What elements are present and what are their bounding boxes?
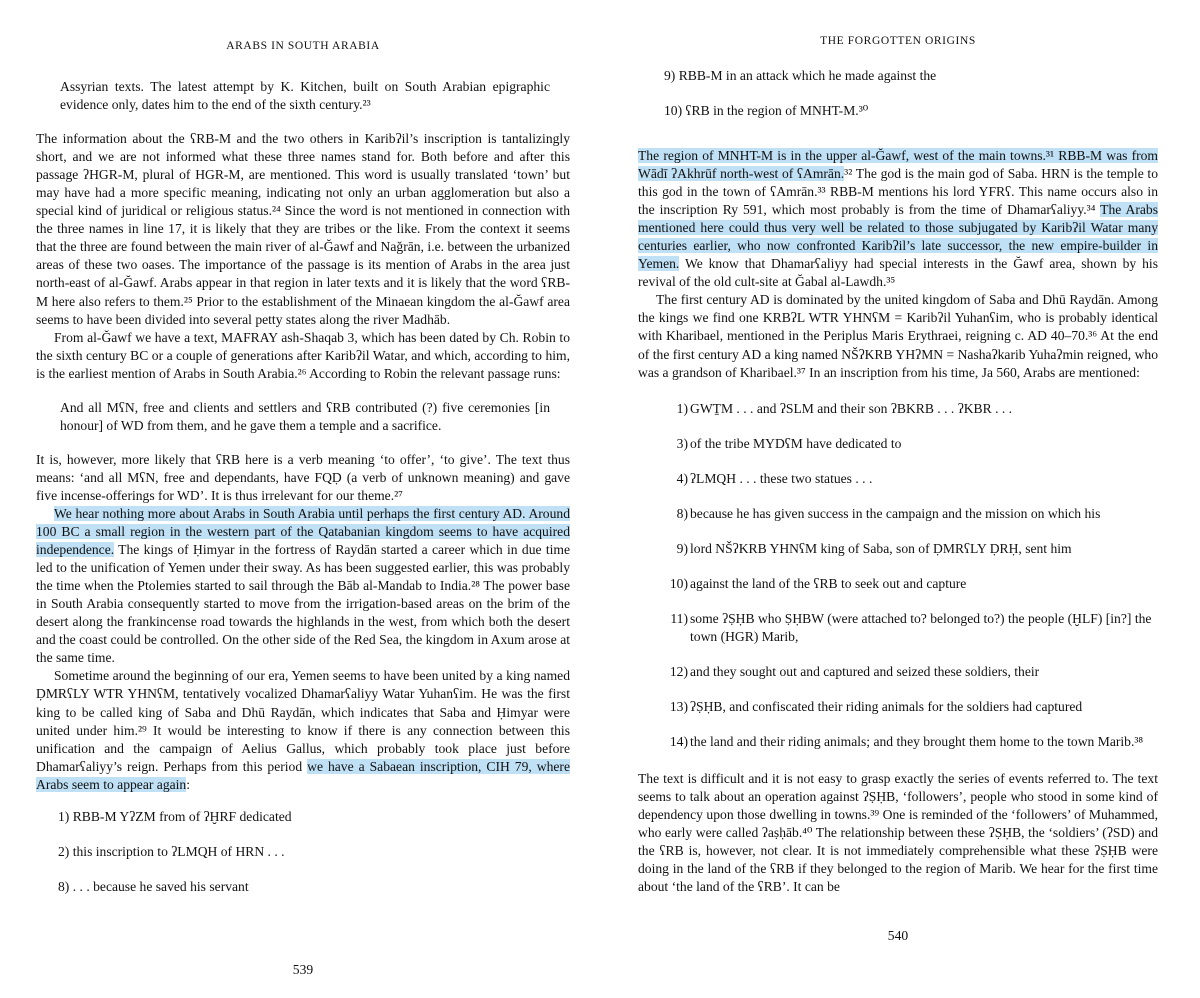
inscription-item: [638, 400, 1158, 418]
paragraph-mnht: [638, 147, 1158, 291]
paragraph-mnht-text: ³² The god is the main god of Saba. HRN is the temple to this god in the town of ʕAmrān.³³ RBB-M mentions his lord YFRʕ. This name occurs also in the inscription Ry 591, which most probably is from the time of Dhamarʕaliyy.³⁴: [638, 166, 1158, 218]
item-number: 8): [676, 505, 688, 521]
robin-quote: And all MʕN, free and clients and settlers and ʕRB contributed (?) five ceremonies [in honour] of WD from them, and he gave them a temple and a sacrifice.: [60, 399, 550, 433]
highlight-mnht[interactable]: The region of MNHT-M is in the upper al-Ğawf, west of the main towns.³¹ RBB-M was from Wādī ʔAkhrūf north-west of ʕAmrān.: [638, 148, 1158, 182]
inscription-item: [638, 435, 1158, 453]
inscription-item: [638, 505, 1158, 523]
paragraph-first-century: [36, 505, 570, 667]
item-text: and they sought out and captured and seized these soldiers, their: [690, 663, 1040, 679]
inscription-line: 10) ʕRB in the region of MNHT-M.³⁰: [664, 103, 869, 118]
paragraph-offer: It is, however, more likely that ʕRB here is a verb meaning ‘to offer’, ‘to give’. The text thus means: ‘and all MʕN, free and dependants, have FQḌ (a verb of unknown meaning) and gave five incense-offerings for WD’. It is thus irrelevant for our theme.²⁷: [36, 451, 570, 503]
inscription-line: 8) . . . because he saved his servant: [58, 878, 249, 894]
item-number: 11): [670, 610, 688, 626]
inscription-item: [638, 733, 1158, 751]
inscription-list: [638, 400, 1158, 751]
paragraph-mnht-end: We know that Dhamarʕaliyy had special interests in the Ğawf area, shown by his revival of the old cult-site at Ğabal al-Lawdh.³⁵: [638, 256, 1158, 290]
item-text: against the land of the ʕRB to seek out and capture: [690, 575, 967, 591]
highlight-cih79[interactable]: we have a Sabaean inscription, CIH 79, where Arabs seem to appear again: [36, 758, 570, 792]
inscription-item: [638, 540, 1158, 558]
paragraph-rb-m: The information about the ʕRB-M and the two others in Karibʔil’s inscription is tantalizingly short, and we are not informed what these three names stand for. Both before and after this passage ʔHGR-M, plural of HGR-M, are mentioned. This word is usually translated ‘town’ but may have had a more specific meaning, indicating not only an urban agglomeration but also a special kind of juridical or religious status.²⁴ Since the word is not mentioned in connection with the three names in line 17, it is likely that they are tribes or the like. From the context it seems that the three are found between the main river of al-Ğawf and Nağrān, i.e. between the urbanized areas of these two oases. The importance of the passage is its mention of Arabs in the area just north-east of al-Ğawf. Arabs appear in that region in later texts and it is likely that the word ʕRB-M here also refers to them.²⁵ Prior to the establishment of the Minaean kingdom the al-Ğawf area seems to have been divided into several petty states along the river Madhāb.: [36, 131, 570, 327]
inscription-item: [638, 575, 1158, 593]
item-text: ʔLMQH . . . these two statues . . .: [690, 470, 873, 486]
paragraph-first-century-ad: The first century AD is dominated by the united kingdom of Saba and Dhū Raydān. Among the kings we find one KRBʔL WTR YHNʕM = Karibʔil Yuhanʕim, who is probably identical with Kharibael, mentioned in the Periplus Maris Erythraei, reigning c. AD 40–70.³⁶ At the end of the first century AD a king named NŠʔKRB YHʔMN = Nashaʔkarib Yuhaʔmin reigned, who was a grandson of Kharibael.³⁷ In an inscription from his time, Ja 560, Arabs are mentioned:: [638, 292, 1158, 380]
item-text: some ʔṢḤB who ṢḤBW (were attached to? belonged to?) the people (ḪLF) [in?] the town (HGR) Marib,: [690, 610, 1152, 644]
item-number: 1): [676, 400, 688, 416]
inscription-line: 9) RBB-M in an attack which he made against the: [664, 68, 937, 83]
running-head-right: THE FORGOTTEN ORIGINS: [820, 35, 976, 47]
inscription-item: [638, 698, 1158, 716]
inscription-item: [638, 470, 1158, 488]
item-number: 4): [676, 470, 688, 486]
highlight-qataban[interactable]: We hear nothing more about Arabs in South Arabia until perhaps the first century AD. Around 100 BC a small region in the western part of the Qatabanian kingdom seems to have acquired independence.: [36, 505, 570, 558]
item-text: because he has given success in the campaign and the mission on which his: [690, 505, 1101, 521]
item-text: the land and their riding animals; and they brought them home to the town Marib.³⁸: [690, 733, 1144, 749]
item-text: GWṮM . . . and ʔSLM and their son ʔBKRB . . . ʔKBR . . .: [690, 400, 1013, 416]
inscription-item: [638, 663, 1158, 681]
item-number: 14): [669, 733, 688, 749]
item-number: 12): [669, 663, 688, 679]
inscription-lines-right: [638, 67, 1158, 120]
item-text: of the tribe MYDʕM have dedicated to: [690, 435, 902, 451]
item-number: 9): [676, 540, 688, 556]
item-number: 10): [669, 575, 688, 591]
item-number: 3): [676, 435, 688, 451]
paragraph-colon: :: [186, 776, 191, 792]
paragraph-himyar-text: The kings of Ḥimyar in the fortress of Raydān started a career which in due time led to the unification of Yemen under their sway. As has been suggested earlier, this was probably the time when the Ptolemies started to sail through the Bāb al-Mandab to India.²⁸ The power base in South Arabia consequently started to move from the irrigation-based areas on the brim of the desert along the frankincense road towards the highlands in the west, from which both the desert and the coast could be controlled. On the other side of the Red Sea, the kingdom in Axum arose at the same time.: [36, 542, 570, 666]
item-text: ʔṢḤB, and confiscated their riding animals for the soldiers had captured: [690, 698, 1083, 714]
paragraph-dhamaraliyy: [36, 667, 570, 793]
left-page: [36, 0, 570, 998]
highlight-arabs-related[interactable]: The Arabs mentioned here could thus very well be related to those subjugated by Karibʔil Watar many centuries earlier, who now confronted Karibʔil’s late successor, the new empire-builder in Yemen.: [638, 202, 1158, 272]
inscription-lines-left: [36, 808, 570, 896]
inscription-line: 2) this inscription to ʔLMQH of HRN . . .: [58, 843, 285, 859]
paragraph-difficult-text: The text is difficult and it is not easy to grasp exactly the series of events referred to. The text seems to talk about an operation against ʔṢḤB, ‘followers’, people who stood in some kind of dependency upon those dwelling in towns.³⁹ One is reminded of the ‘followers’ of Muhammed, who early were called ʔaṣḥāb.⁴⁰ The relationship between these ʔṢḤB, the ‘soldiers’ (ʔSD) and the ʕRB is, however, not clear. It is not immediately comprehensible what these ʔṢḤB were doing in the land of the ʕRB if they belonged to the region of Marib. We hear for the first time about ‘the land of the ʕRB’. It can be: [638, 770, 1158, 894]
right-page: [638, 0, 1158, 998]
running-head-left: ARABS IN SOUTH ARABIA: [226, 40, 380, 52]
paragraph-mafray: From al-Ğawf we have a text, MAFRAY ash-Shaqab 3, which has been dated by Ch. Robin to the sixth century BC or a couple of generations after Karibʔil Watar, and which, according to him, is the earliest mention of Arabs in South Arabia.²⁶ According to Robin the relevant passage runs:: [36, 329, 570, 381]
page-number-left: 539: [292, 962, 314, 977]
item-text: lord NŠʔKRB YHNʕM king of Saba, son of ḌMRʕLY ḌRḤ, sent him: [690, 540, 1072, 556]
inscription-line: 1) RBB-M YʔZM from of ʔḪRF dedicated: [58, 808, 292, 824]
item-number: 13): [669, 698, 688, 714]
inscription-item: [638, 610, 1158, 646]
page-number-right: 540: [887, 928, 909, 943]
kitchen-quote: Assyrian texts. The latest attempt by K. Kitchen, built on South Arabian epigraphic evidence only, dates him to the end of the sixth century.²³: [60, 79, 550, 113]
paragraph-dhamaraliyy-text: Sometime around the beginning of our era, Yemen seems to have been united by a king named ḌMRʕLY WTR YHNʕM, tentatively vocalized Dhamarʕaliyy Watar Yuhanʕim. He was the first king to be called king of Saba and Dhū Raydān, which indicates that Saba and Ḥimyar were united under him.²⁹ It would be interesting to know if there is any connection between this unification and the campaign of Aelius Gallus, which probably took place just before Dhamarʕaliyy’s reign. Perhaps from this period: [36, 668, 570, 774]
